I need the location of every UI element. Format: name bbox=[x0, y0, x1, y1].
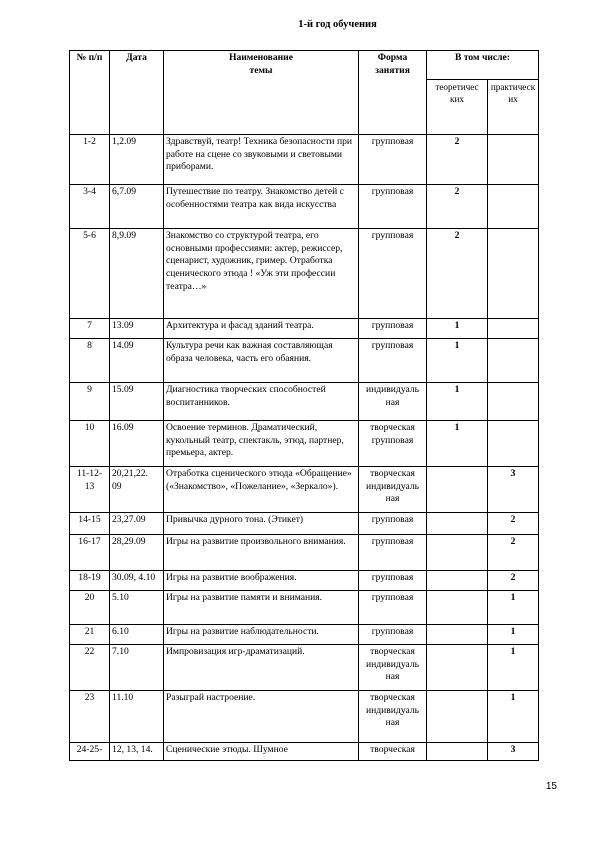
cell-form: групповая bbox=[359, 535, 427, 571]
cell-practical: 3 bbox=[488, 743, 539, 761]
table-row bbox=[70, 535, 539, 571]
cell-practical bbox=[488, 319, 539, 339]
table-row bbox=[70, 185, 539, 229]
cell-practical bbox=[488, 383, 539, 421]
cell-num: 21 bbox=[70, 625, 110, 645]
cell-theoretical: 1 bbox=[427, 339, 488, 383]
cell-practical: 1 bbox=[488, 591, 539, 625]
cell-theoretical bbox=[427, 591, 488, 625]
table-row bbox=[70, 513, 539, 535]
cell-num: 23 bbox=[70, 691, 110, 743]
cell-theoretical: 2 bbox=[427, 185, 488, 229]
header-including: В том числе: bbox=[427, 51, 539, 80]
cell-form: групповая bbox=[359, 135, 427, 185]
cell-practical: 3 bbox=[488, 467, 539, 513]
cell-num: 10 bbox=[70, 421, 110, 467]
cell-theoretical: 1 bbox=[427, 383, 488, 421]
page-title: 1-й год обучения bbox=[298, 19, 377, 30]
cell-form: творческая индивидуаль ная bbox=[359, 691, 427, 743]
lesson-plan-table bbox=[69, 50, 539, 761]
cell-form: индивидуаль ная bbox=[359, 383, 427, 421]
cell-form: творческая групповая bbox=[359, 421, 427, 467]
table-row bbox=[70, 467, 539, 513]
cell-date: 1,2.09 bbox=[110, 135, 164, 185]
cell-num: 8 bbox=[70, 339, 110, 383]
cell-date: 14.09 bbox=[110, 339, 164, 383]
cell-practical: 2 bbox=[488, 513, 539, 535]
cell-num: 16-17 bbox=[70, 535, 110, 571]
cell-date: 11.10 bbox=[110, 691, 164, 743]
cell-theoretical bbox=[427, 513, 488, 535]
cell-date: 13.09 bbox=[110, 319, 164, 339]
cell-date: 28,29.09 bbox=[110, 535, 164, 571]
cell-topic: Отработка сценического этюда «Обращение» («Знакомство», «Пожелание», «Зеркало»). bbox=[164, 467, 359, 513]
cell-theoretical bbox=[427, 571, 488, 591]
cell-theoretical bbox=[427, 691, 488, 743]
table-row bbox=[70, 625, 539, 645]
table-row bbox=[70, 591, 539, 625]
cell-form: групповая bbox=[359, 319, 427, 339]
cell-date: 12, 13, 14. bbox=[110, 743, 164, 761]
table-row bbox=[70, 319, 539, 339]
table-row bbox=[70, 743, 539, 761]
cell-num: 3-4 bbox=[70, 185, 110, 229]
cell-topic: Путешествие по театру. Знакомство детей с особенностями театра как вида искусства bbox=[164, 185, 359, 229]
header-form: Форма занятия bbox=[359, 51, 427, 135]
cell-topic: Импровизация игр-драматизаций. bbox=[164, 645, 359, 691]
cell-practical: 2 bbox=[488, 535, 539, 571]
table-body bbox=[70, 135, 539, 761]
cell-theoretical bbox=[427, 645, 488, 691]
cell-theoretical bbox=[427, 467, 488, 513]
cell-num: 18-19 bbox=[70, 571, 110, 591]
cell-num: 5-6 bbox=[70, 229, 110, 319]
cell-topic: Культура речи как важная составляющая образа человека, часть его обаяния. bbox=[164, 339, 359, 383]
cell-num: 24-25- bbox=[70, 743, 110, 761]
cell-topic: Диагностика творческих способностей воспитанников. bbox=[164, 383, 359, 421]
cell-date: 30.09, 4.10 bbox=[110, 571, 164, 591]
cell-topic: Привычка дурного тона. (Этикет) bbox=[164, 513, 359, 535]
cell-date: 5.10 bbox=[110, 591, 164, 625]
page-number: 15 bbox=[545, 781, 557, 792]
cell-practical bbox=[488, 135, 539, 185]
cell-num: 11-12- 13 bbox=[70, 467, 110, 513]
header-date: Дата bbox=[110, 51, 164, 135]
cell-date: 16.09 bbox=[110, 421, 164, 467]
cell-theoretical bbox=[427, 535, 488, 571]
cell-num: 22 bbox=[70, 645, 110, 691]
cell-topic: Знакомство со структурой театра, его основными профессиями: актер, режиссер, сценарист, художник, гример. Отработка сценического этюда ! «Уж эти профессии театра…» bbox=[164, 229, 359, 319]
cell-date: 20,21,22. 09 bbox=[110, 467, 164, 513]
table-row bbox=[70, 339, 539, 383]
cell-topic: Игры на развитие памяти и внимания. bbox=[164, 591, 359, 625]
cell-topic: Игры на развитие воображения. bbox=[164, 571, 359, 591]
cell-topic: Освоение терминов. Драматический, кукольный театр, спектакль, этюд, партнер, премьера, актер. bbox=[164, 421, 359, 467]
cell-topic: Игры на развитие наблюдательности. bbox=[164, 625, 359, 645]
cell-practical: 1 bbox=[488, 645, 539, 691]
cell-form: творческая индивидуаль ная bbox=[359, 467, 427, 513]
table-row bbox=[70, 383, 539, 421]
cell-topic: Здравствуй, театр! Техника безопасности при работе на сцене со звуковыми и световыми приборами. bbox=[164, 135, 359, 185]
header-theoretical: теоретичес ких bbox=[427, 80, 488, 135]
cell-practical: 1 bbox=[488, 625, 539, 645]
cell-num: 20 bbox=[70, 591, 110, 625]
cell-theoretical bbox=[427, 625, 488, 645]
cell-date: 6.10 bbox=[110, 625, 164, 645]
cell-form: групповая bbox=[359, 625, 427, 645]
header-num: № п/п bbox=[70, 51, 110, 135]
table-row bbox=[70, 421, 539, 467]
cell-num: 14-15 bbox=[70, 513, 110, 535]
cell-form: групповая bbox=[359, 229, 427, 319]
cell-topic: Игры на развитие произвольного внимания. bbox=[164, 535, 359, 571]
cell-form: групповая bbox=[359, 591, 427, 625]
cell-form: творческая bbox=[359, 743, 427, 761]
cell-date: 7.10 bbox=[110, 645, 164, 691]
cell-theoretical: 2 bbox=[427, 229, 488, 319]
cell-date: 8,9.09 bbox=[110, 229, 164, 319]
cell-practical: 2 bbox=[488, 571, 539, 591]
cell-theoretical: 2 bbox=[427, 135, 488, 185]
cell-num: 9 bbox=[70, 383, 110, 421]
cell-practical bbox=[488, 229, 539, 319]
cell-form: групповая bbox=[359, 185, 427, 229]
cell-theoretical bbox=[427, 743, 488, 761]
cell-topic: Разыграй настроение. bbox=[164, 691, 359, 743]
cell-form: групповая bbox=[359, 571, 427, 591]
cell-topic: Сценические этюды. Шумное bbox=[164, 743, 359, 761]
cell-practical: 1 bbox=[488, 691, 539, 743]
cell-date: 15.09 bbox=[110, 383, 164, 421]
cell-theoretical: 1 bbox=[427, 319, 488, 339]
cell-form: творческая индивидуаль ная bbox=[359, 645, 427, 691]
cell-num: 7 bbox=[70, 319, 110, 339]
table-row bbox=[70, 691, 539, 743]
cell-topic: Архитектура и фасад зданий театра. bbox=[164, 319, 359, 339]
header-practical: практическ их bbox=[488, 80, 539, 135]
cell-practical bbox=[488, 339, 539, 383]
header-topic: Наименование темы bbox=[164, 51, 359, 135]
table-row bbox=[70, 645, 539, 691]
cell-date: 23,27.09 bbox=[110, 513, 164, 535]
cell-practical bbox=[488, 185, 539, 229]
cell-form: групповая bbox=[359, 339, 427, 383]
cell-practical bbox=[488, 421, 539, 467]
table-row bbox=[70, 571, 539, 591]
cell-theoretical: 1 bbox=[427, 421, 488, 467]
cell-date: 6,7.09 bbox=[110, 185, 164, 229]
table-row bbox=[70, 135, 539, 185]
cell-num: 1-2 bbox=[70, 135, 110, 185]
table-row bbox=[70, 229, 539, 319]
cell-form: групповая bbox=[359, 513, 427, 535]
